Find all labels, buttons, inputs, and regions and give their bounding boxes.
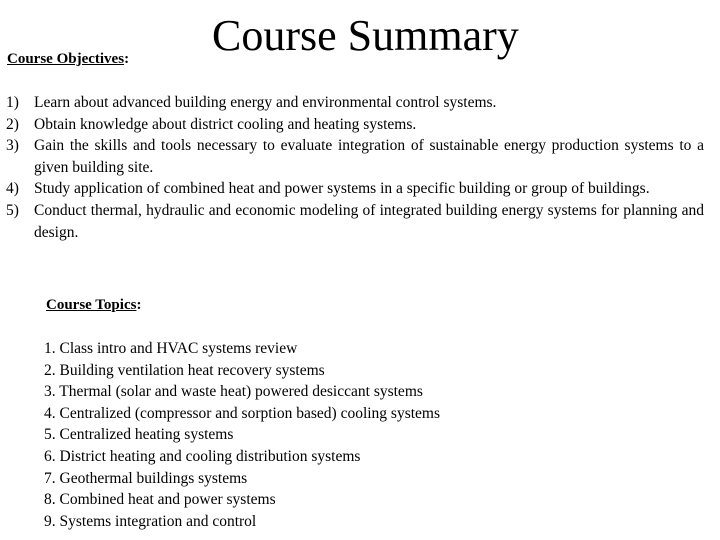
topic-item: 2. Building ventilation heat recovery systems — [44, 361, 325, 379]
topic-item: 9. Systems integration and control — [44, 512, 257, 530]
objective-text: Obtain knowledge about district cooling and heating systems. — [34, 115, 417, 133]
objective-item — [6, 114, 704, 136]
topic-item: 4. Centralized (compressor and sorption based) cooling systems — [44, 404, 441, 422]
objective-item — [6, 92, 704, 114]
objectives-heading — [7, 50, 129, 68]
objective-number: 5) — [6, 201, 19, 219]
topic-item: 5. Centralized heating systems — [44, 426, 234, 444]
objective-text: Gain the skills and tools necessary to evaluate integration of sustainable energy production systems to a given building site. — [34, 137, 704, 176]
objective-item — [6, 178, 704, 200]
objective-text: Study application of combined heat and power systems in a specific building or group of buildings. — [34, 180, 650, 198]
objectives-list — [6, 92, 704, 243]
topic-item: 8. Combined heat and power systems — [44, 491, 276, 509]
page-title: Course Summary — [212, 11, 519, 60]
objective-text: Conduct thermal, hydraulic and economic modeling of integrated building energy systems for planning and design. — [34, 201, 704, 241]
objective-number: 4) — [6, 180, 19, 198]
topics-list — [44, 338, 440, 532]
topic-item: 1. Class intro and HVAC systems review — [44, 340, 298, 357]
objective-number: 2) — [6, 115, 19, 133]
topic-item: 3. Thermal (solar and waste heat) powered desiccant systems — [44, 383, 423, 401]
objective-number: 1) — [6, 94, 19, 111]
topics-heading-label: Course Topics — [46, 297, 137, 313]
topic-item: 7. Geothermal buildings systems — [44, 469, 248, 487]
objective-item — [6, 200, 704, 243]
topics-heading-colon: : — [136, 297, 142, 313]
topics-heading — [46, 296, 141, 314]
objective-item — [6, 135, 704, 178]
objectives-heading-label: Course Objectives — [7, 51, 125, 67]
objective-number: 3) — [6, 137, 19, 155]
objectives-heading-colon: : — [124, 51, 130, 67]
topic-item: 6. District heating and cooling distribution systems — [44, 447, 361, 465]
objective-text: Learn about advanced building energy and environmental control systems. — [34, 94, 497, 111]
